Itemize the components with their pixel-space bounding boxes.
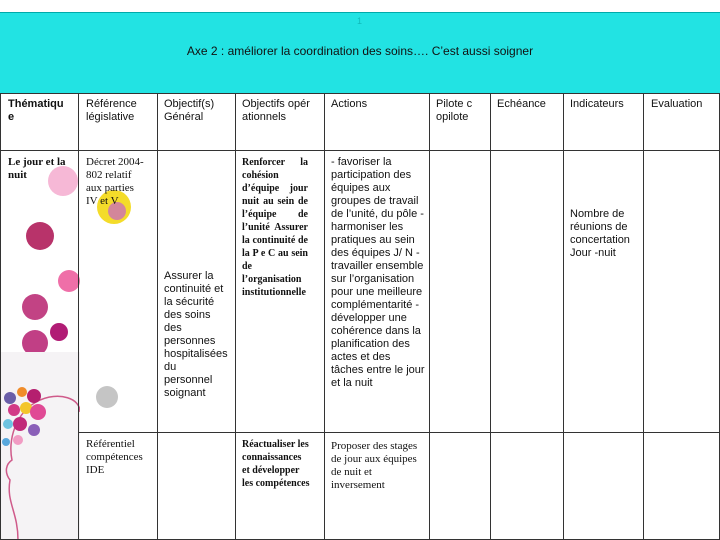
- cell-indicateurs: Nombre de réunions de concertation Jour -nuit: [570, 208, 630, 259]
- cell-objectif-general: Assurer la continuité et la sécurité des soins des personnes hospitalisées du personnel soignant: [164, 270, 228, 399]
- subrow-divider: [78, 432, 720, 433]
- column-divider: [324, 93, 325, 540]
- banner-mark: 1: [357, 16, 363, 26]
- cell-actions-2: Proposer des stages de jour aux équipes de nuit et inversement: [331, 440, 418, 491]
- cell-objectif-operationnel-2: Réactualiser les connaissances et développer les compétences: [242, 439, 310, 489]
- table-top-border: [0, 93, 720, 94]
- column-divider: [563, 93, 564, 540]
- cell-actions-1: - favoriser la participation des équipes aux groupes de travail de l’unité, du pôle - harmoniser les pratiques au sein des équipes J/ N -travailler ensemble sur l’organisation pour une meilleure complémentarité -développer une cohérence dans la planification des actes et des tâches entre le jour et la nuit: [331, 156, 425, 389]
- column-divider: [0, 93, 1, 540]
- header-actions: Actions: [331, 98, 368, 110]
- column-divider: [235, 93, 236, 540]
- column-divider: [157, 93, 158, 540]
- column-divider: [490, 93, 491, 540]
- slide-title: Axe 2 : améliorer la coordination des soins…. C’est aussi soigner: [186, 44, 534, 58]
- header-objectifs-operationnels: Objectifs opérationnels: [242, 98, 310, 123]
- column-divider: [643, 93, 644, 540]
- header-indicateurs: Indicateurs: [570, 98, 624, 110]
- header-evaluation: Evaluation: [651, 98, 703, 110]
- header-pilote: Pilote copilote: [436, 98, 473, 123]
- header-row-divider: [0, 150, 720, 151]
- cell-objectif-operationnel-1: Renforcer la cohésion d’équipe jour nuit au sein de l’équipe de l’unité Assurer la continuité de la P e C au sein de l’organisation institutionnelle: [242, 157, 308, 298]
- column-divider: [429, 93, 430, 540]
- header-objectif-general: Objectif(s) Général: [164, 98, 215, 123]
- column-divider: [78, 93, 79, 540]
- header-thematique: Thématique: [8, 98, 64, 123]
- cell-reference-referentiel: Référentiel compétences IDE: [86, 438, 143, 476]
- header-echeance: Echéance: [497, 98, 546, 110]
- cell-reference-decret: Décret 2004-802 relatif aux parties IV et V: [86, 156, 144, 207]
- cell-thematique: Le jour et la nuit: [8, 156, 66, 181]
- header-reference: Référence législative: [86, 98, 137, 123]
